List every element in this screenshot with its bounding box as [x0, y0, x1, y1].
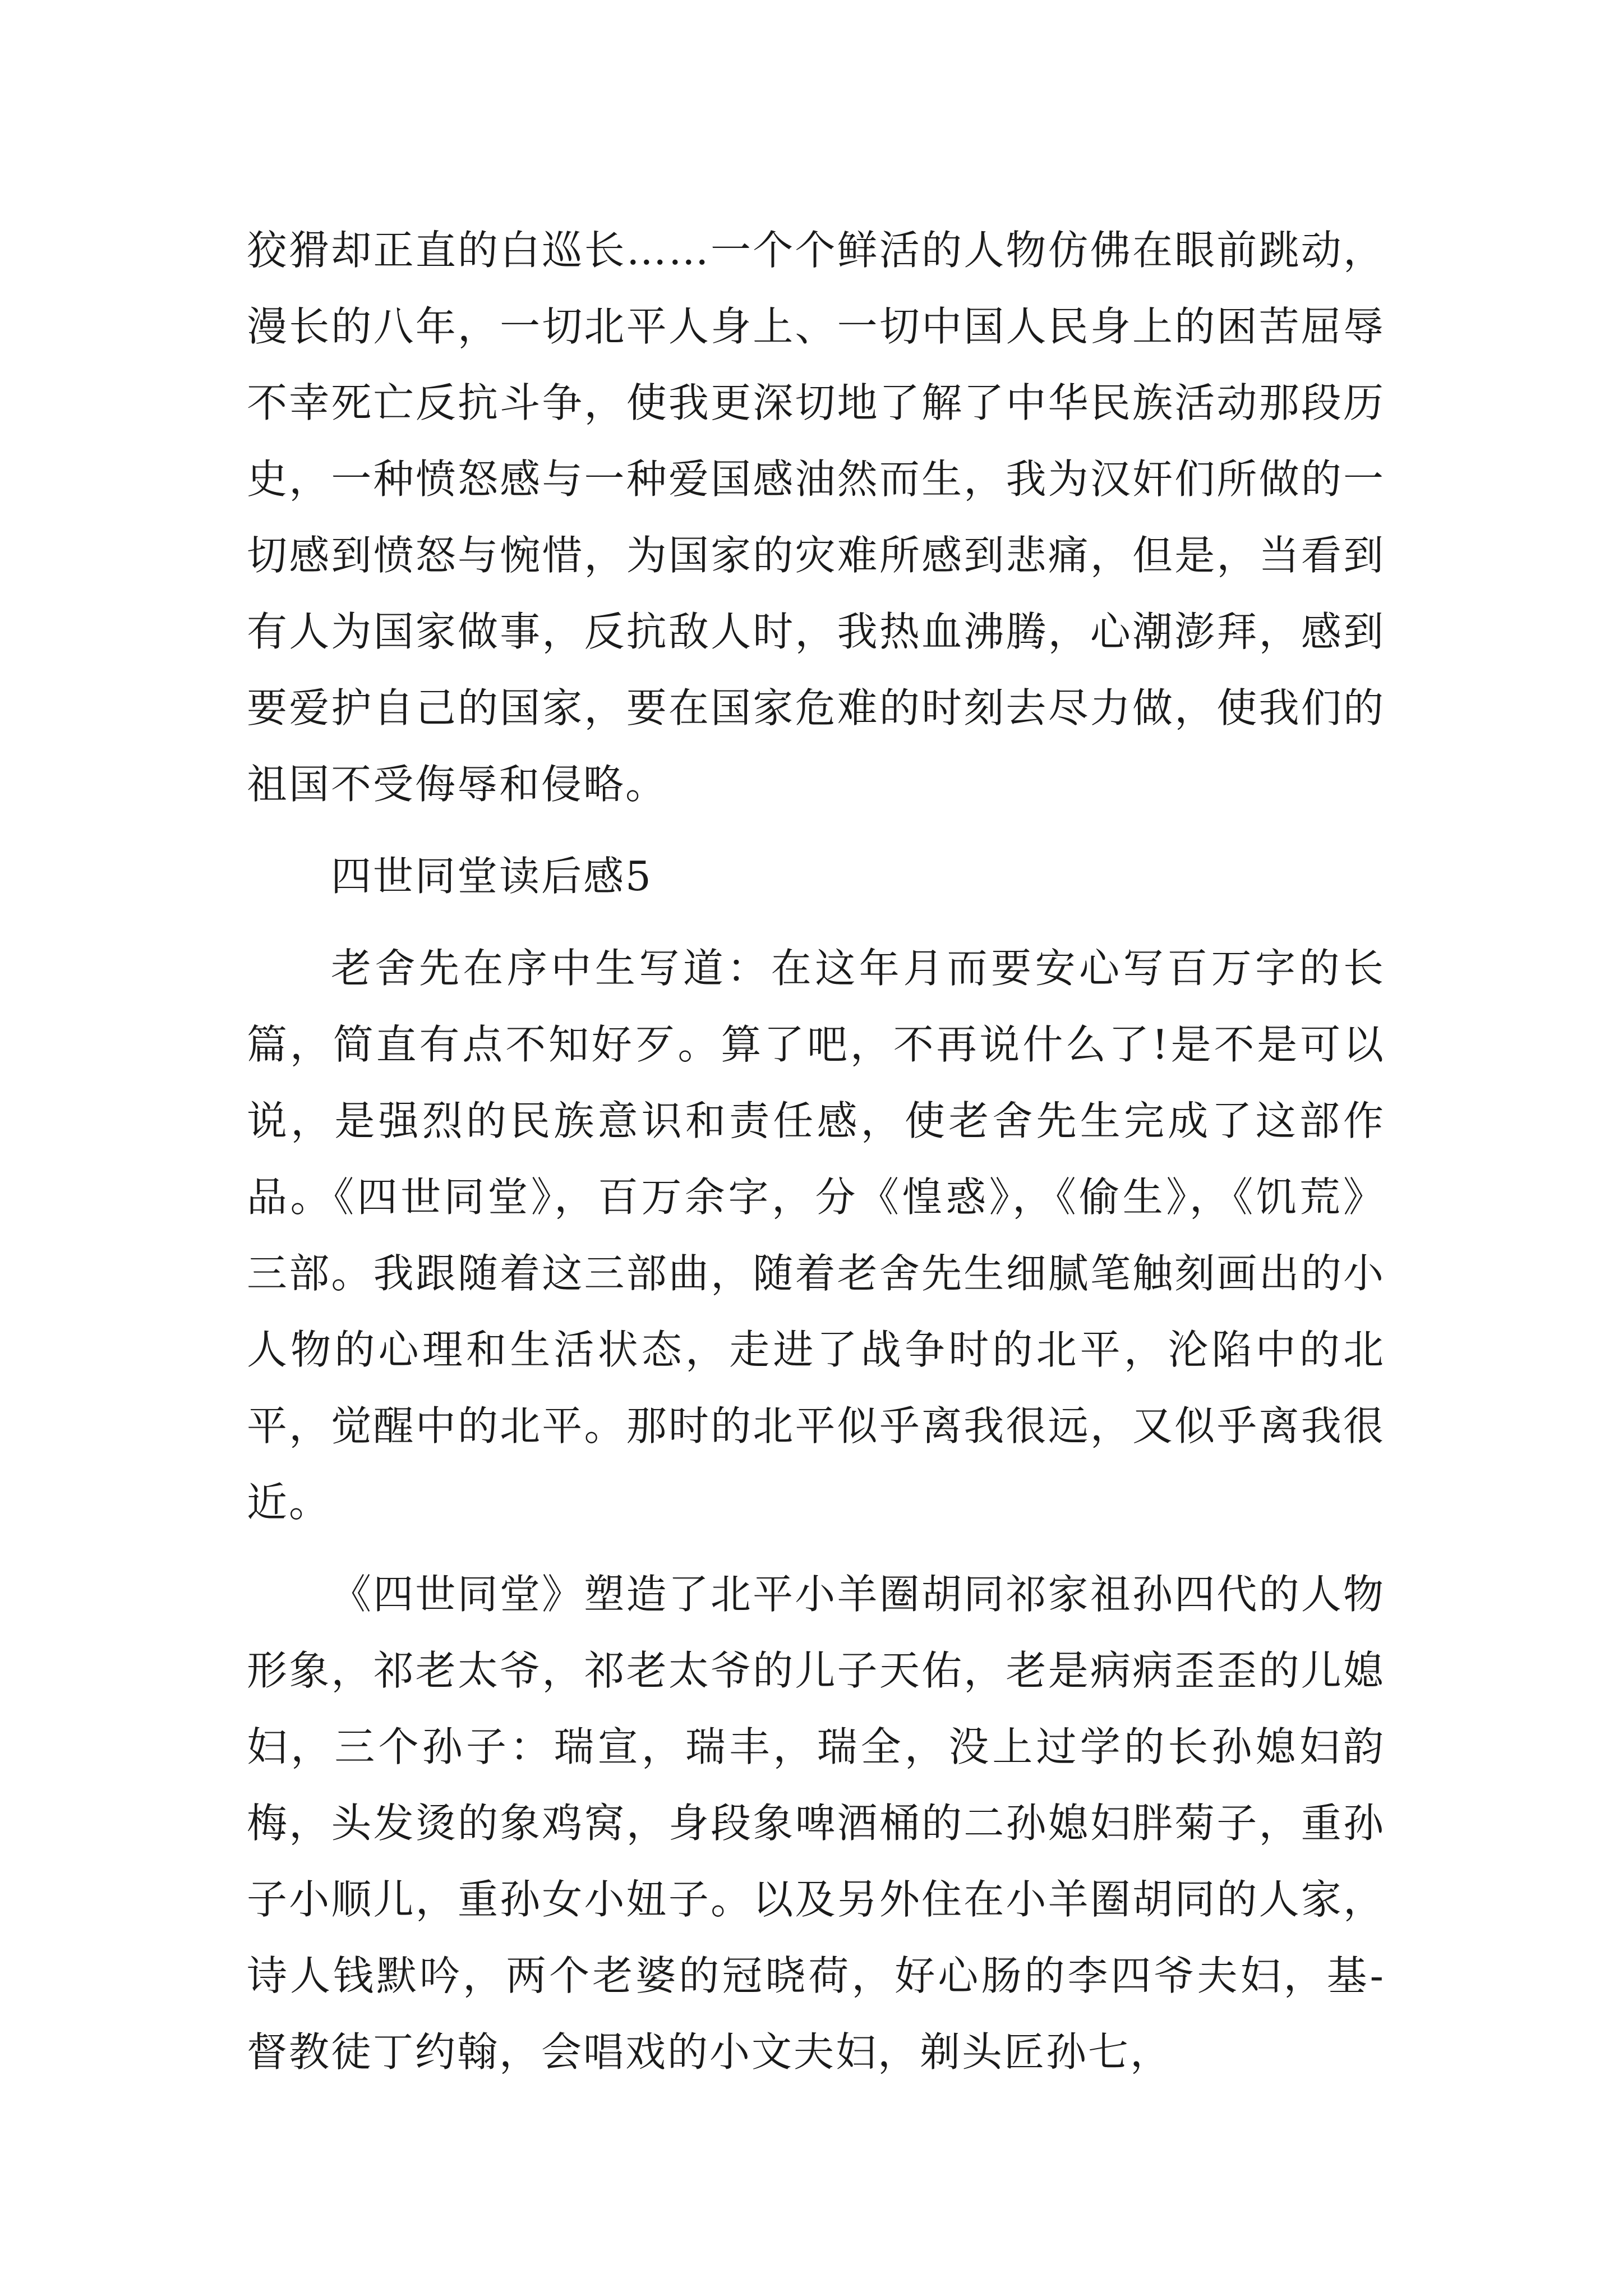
section-heading: 四世同堂读后感5 — [331, 853, 653, 900]
paragraph-characters: 《四世同堂》塑造了北平小羊圈胡同祁家祖孙四代的人物形象，祁老太爷，祁老太爷的儿子天佑，老是病病歪歪的儿媳妇，三个孙子：瑞宣，瑞丰，瑞全，没上过学的长孙媳妇韵梅，头发烫的象鸡窝，身段象啤酒桶的二孙媳妇胖菊子，重孙子小顺儿，重孙女小妞子。以及另外住在小羊圈胡同的人家，诗人钱默吟，两个老婆的冠晓荷，好心肠的李四爷夫妇，基-督教徒丁约翰，会唱戏的小文夫妇，剃头匠孙七， — [247, 1571, 1385, 2076]
document-body — [247, 212, 1385, 2090]
paragraph-continuation: 狡猾却正直的白巡长……一个个鲜活的人物仿佛在眼前跳动，漫长的八年，一切北平人身上、一切中国人民身上的困苦屈辱不幸死亡反抗斗争，使我更深切地了解了中华民族活动那段历史，一种愤怒感与一种爱国感油然而生，我为汉奸们所做的一切感到愤怒与惋惜，为国家的灾难所感到悲痛，但是，当看到有人为国家做事，反抗敌人时，我热血沸腾，心潮澎拜，感到要爱护自己的国家，要在国家危难的时刻去尽力做，使我们的祖国不受侮辱和侵略。 — [247, 227, 1385, 808]
paragraph-preface: 老舍先在序中生写道：在这年月而要安心写百万字的长篇，简直有点不知好歹。算了吧，不再说什么了!是不是可以说，是强烈的民族意识和责任感，使老舍先生完成了这部作品。《四世同堂》，百万余字，分《惶惑》，《偷生》，《饥荒》三部。我跟随着这三部曲，随着老舍先生细腻笔触刻画出的小人物的心理和生活状态，走进了战争时的北平，沦陷中的北平，觉醒中的北平。那时的北平似乎离我很远，又似乎离我很近。 — [247, 945, 1385, 1526]
